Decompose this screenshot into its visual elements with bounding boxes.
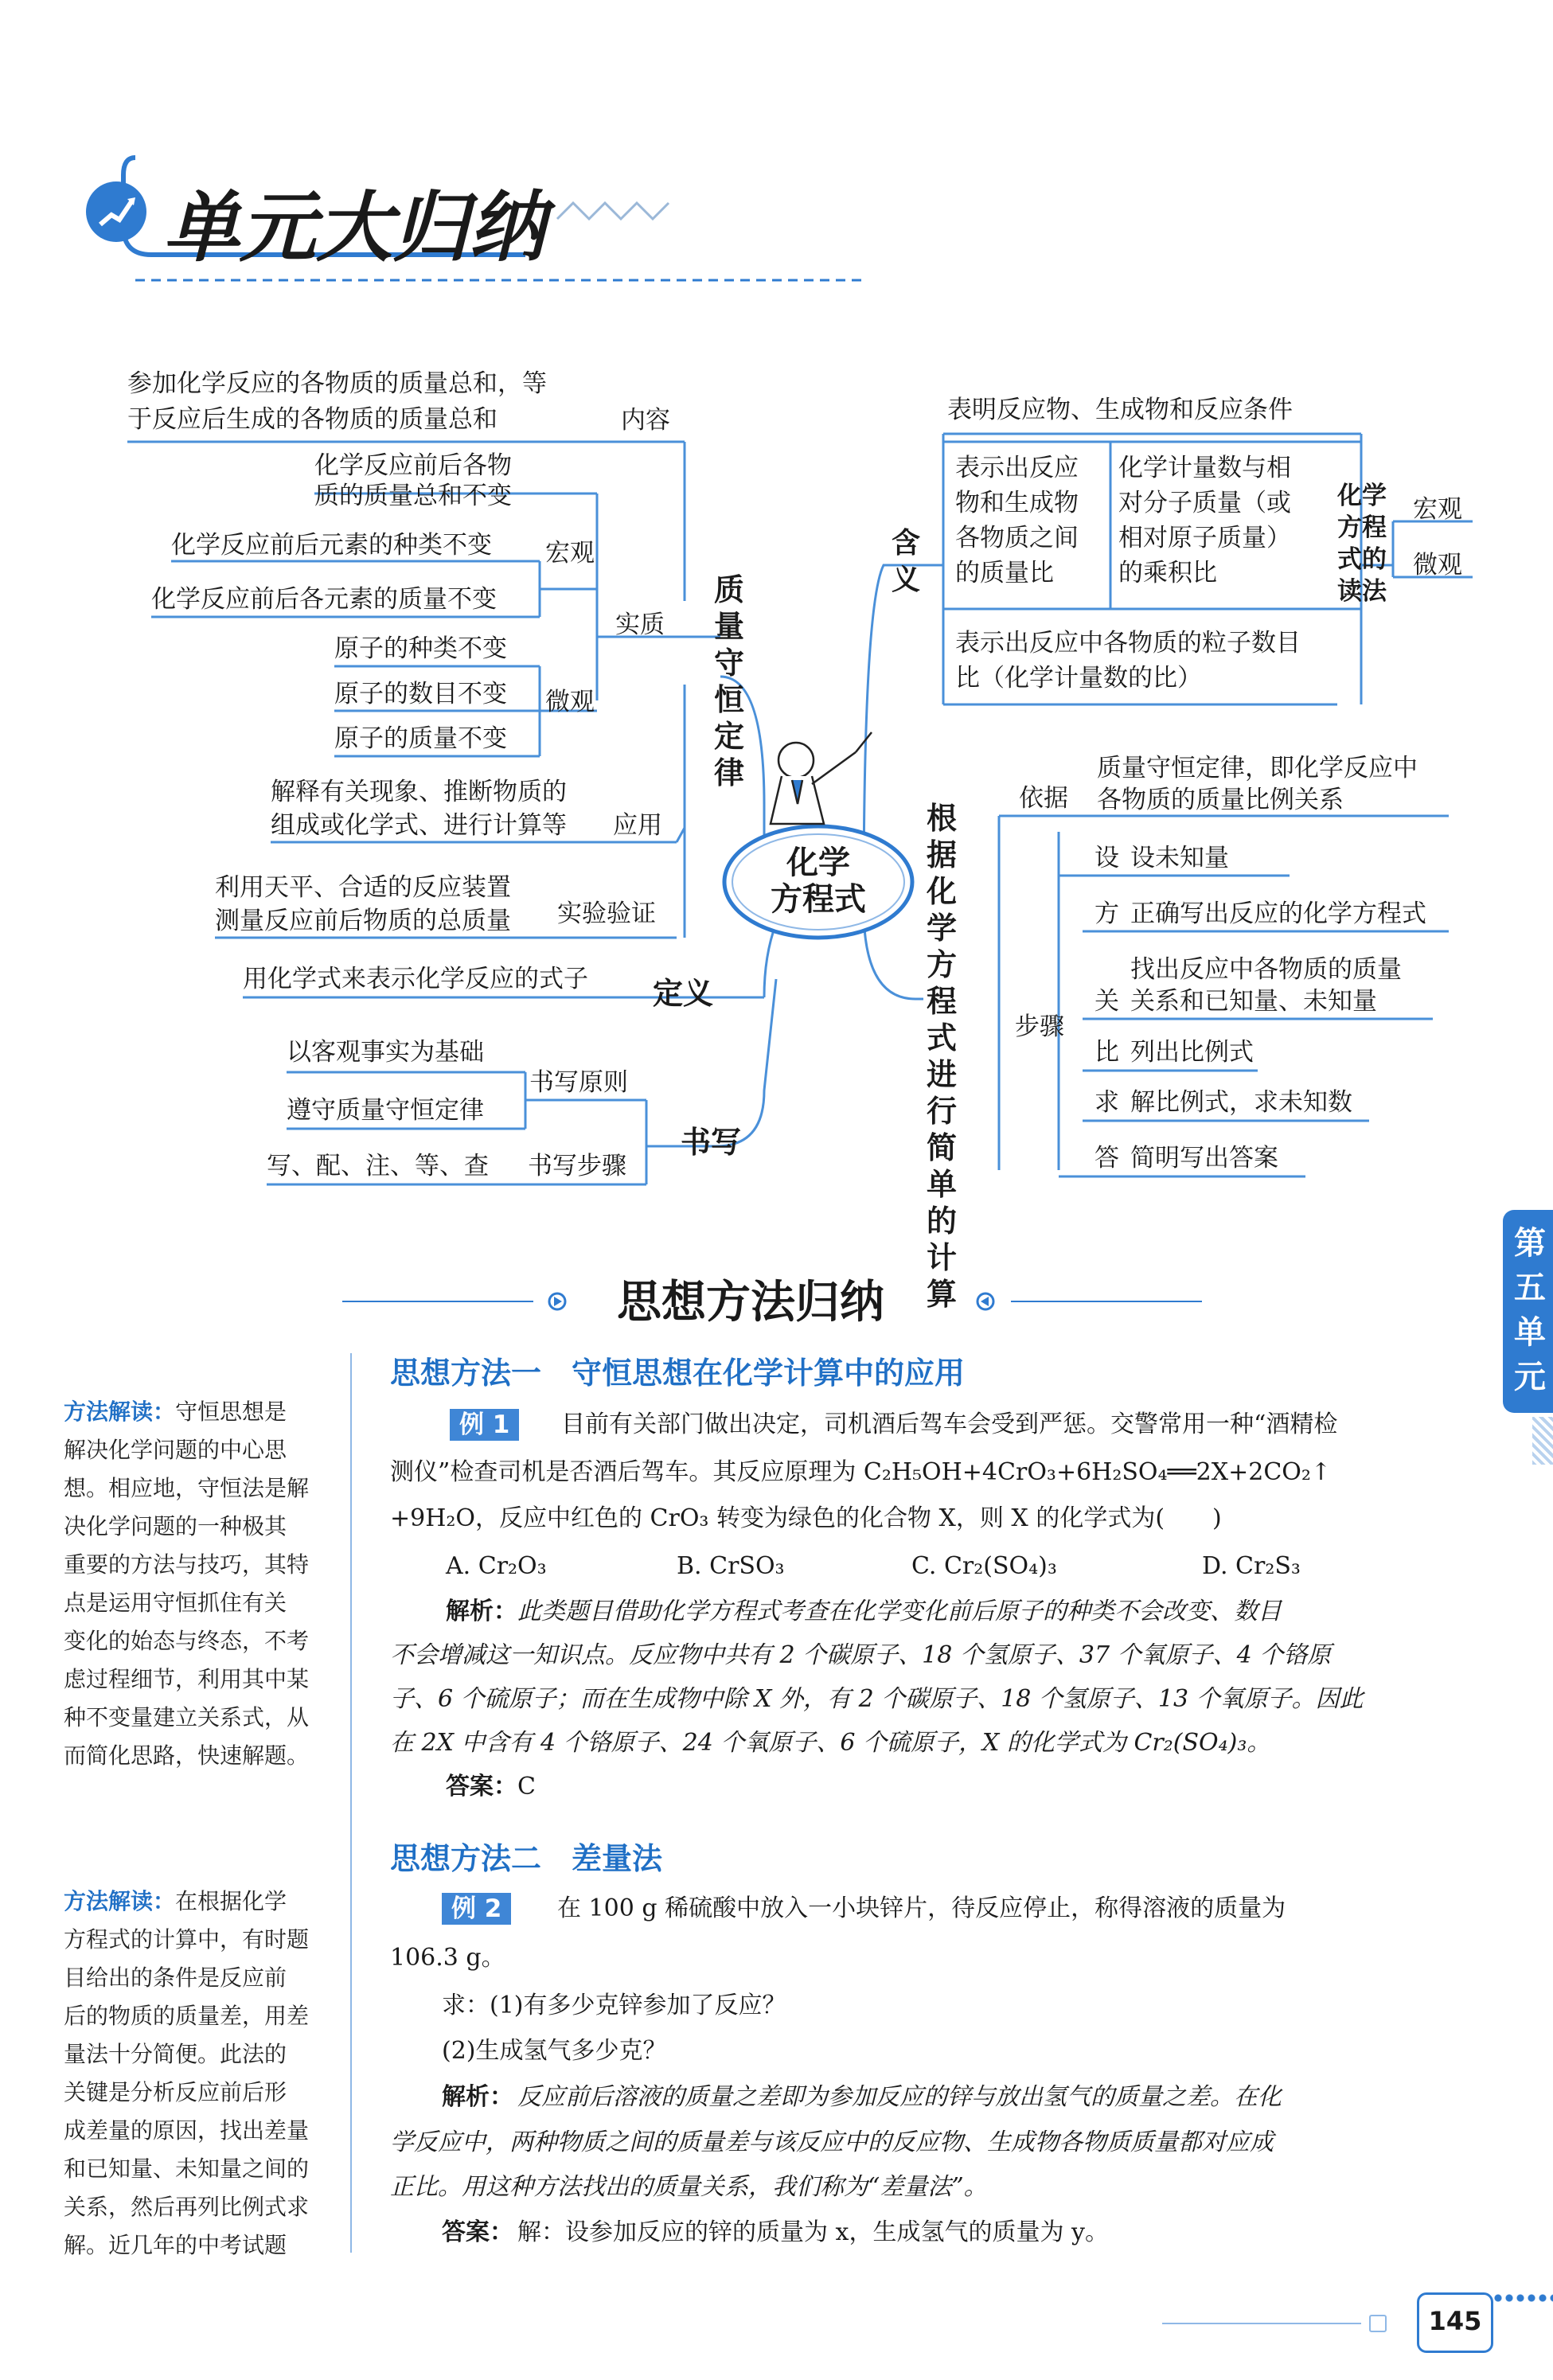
- calc-steps-label: 步骤: [1015, 1012, 1064, 1041]
- example2-tag: 例 2: [442, 1893, 511, 1925]
- principle-label: 书写原则: [529, 1068, 628, 1097]
- writing-label: 书写: [681, 1125, 742, 1160]
- example1-option-d: D. Cr₂S₃: [1202, 1552, 1301, 1580]
- micro-item-1: 原子的种类不变: [334, 634, 507, 663]
- basis-text-1: 质量守恒定律，即化学反应中: [1097, 754, 1418, 782]
- step-key-1: 设: [1095, 844, 1119, 872]
- definition-label: 定义: [653, 976, 714, 1011]
- tab-hatch: [1532, 1417, 1553, 1465]
- method1-sidebar: [64, 1393, 326, 1775]
- method2-side-line-5: 量法十分简便。此法的: [64, 2041, 287, 2067]
- footer-square: [1369, 2315, 1387, 2332]
- method2-sidebar: [64, 1883, 326, 2265]
- reading-label-2: 方程: [1337, 513, 1387, 542]
- method1-side-line-8: 虑过程细节，利用其中某: [64, 1666, 310, 1692]
- example2-sub-2: (2)生成氢气多少克？: [442, 2037, 667, 2065]
- example1-tag: 例 1: [450, 1409, 519, 1441]
- micro-item-2: 原子的数目不变: [334, 680, 507, 708]
- meaning-item-3-1: 表示出反应中各物质的粒子数目: [955, 629, 1301, 657]
- reading-macro: 宏观: [1413, 495, 1462, 524]
- essence-top-1: 化学反应前后各物: [314, 451, 512, 480]
- example2-answer: 解：设参加反应的锌的质量为 x，生成氢气的质量为 y。: [517, 2218, 1109, 2246]
- step-text-6: 简明写出答案: [1130, 1144, 1278, 1172]
- step-key-4: 比: [1095, 1038, 1119, 1067]
- macro-label: 宏观: [545, 539, 595, 568]
- box-right-1: 化学计量数与相: [1118, 454, 1291, 482]
- example1-option-a: A. Cr₂O₃: [446, 1552, 547, 1580]
- method1-side-line-10: 而简化思路，快速解题。: [64, 1742, 310, 1769]
- footer-line: [1162, 2323, 1361, 2324]
- essence-label: 实质: [615, 611, 665, 639]
- page-title: 单元大归纳: [163, 183, 545, 272]
- essence-top-2: 质的质量总和不变: [314, 482, 512, 510]
- method2-side-line-3: 目给出的条件是反应前: [64, 1964, 287, 1991]
- reading-label-4: 读法: [1337, 577, 1387, 606]
- example2-question-1: 在 100 g 稀硫酸中放入一小块锌片，待反应停止，称得溶液的质量为: [557, 1894, 1286, 1922]
- experiment-text-1: 利用天平、合适的反应装置: [215, 873, 511, 902]
- writing-steps-label: 书写步骤: [528, 1152, 626, 1180]
- step-text-3b: 关系和已知量、未知量: [1130, 987, 1377, 1016]
- example2-answer-label: 答案：: [442, 2218, 513, 2246]
- center-label-2: 方程式: [771, 881, 866, 918]
- method1-side-line-1: 守恒思想是: [175, 1399, 287, 1425]
- step-text-1: 设未知量: [1130, 844, 1229, 872]
- example1-question-1: 目前有关部门做出决定，司机酒后驾车会受到严惩。交警常用一种“酒精检: [561, 1410, 1338, 1438]
- box-right-4: 的乘积比: [1118, 559, 1217, 587]
- step-text-2: 正确写出反应的化学方程式: [1130, 899, 1426, 928]
- example2-analysis-label: 解析：: [442, 2083, 513, 2111]
- method2-side-line-9: 关系，然后再列比例式求: [64, 2194, 310, 2220]
- reading-micro: 微观: [1413, 551, 1462, 579]
- example2-question-2: 106.3 g。: [390, 1944, 505, 1972]
- principle-item-2: 遵守质量守恒定律: [287, 1096, 484, 1125]
- macro-item-1: 化学反应前后元素的种类不变: [171, 531, 492, 560]
- application-text-2: 组成或化学式、进行计算等: [271, 811, 567, 840]
- page-number: 145: [1417, 2292, 1493, 2353]
- content-label: 内容: [621, 406, 670, 435]
- method2-heading: 思想方法二 差量法: [390, 1841, 663, 1876]
- experiment-text-2: 测量反应前后物质的总质量: [215, 907, 511, 935]
- macro-item-2: 化学反应前后各元素的质量不变: [151, 585, 497, 614]
- box-left-1: 表示出反应: [955, 454, 1079, 482]
- application-label: 应用: [613, 811, 662, 840]
- meaning-item-1: 表明反应物、生成物和反应条件: [947, 396, 1293, 424]
- step-key-2: 方: [1095, 899, 1119, 928]
- example1-answer: C: [517, 1773, 536, 1801]
- box-right-3: 相对原子质量）: [1118, 524, 1291, 552]
- application-text-1: 解释有关现象、推断物质的: [271, 778, 567, 806]
- meaning-label: 含义: [891, 527, 920, 596]
- method1-side-line-5: 重要的方法与技巧，其特: [64, 1551, 310, 1578]
- example2-analysis-2: 学反应中，两种物质之间的质量差与该反应中的反应物、生成物各物质质量都对应成: [390, 2128, 1274, 2156]
- example1-answer-label: 答案：: [446, 1773, 517, 1801]
- box-left-4: 的质量比: [955, 559, 1054, 587]
- step-text-5: 解比例式，求未知数: [1130, 1088, 1352, 1117]
- example2-analysis-3: 正比。用这种方法找出的质量关系，我们称为“差量法”。: [390, 2173, 988, 2201]
- calc-label: 根据化学方程式进行简单的计算: [926, 801, 957, 1312]
- method1-side-line-7: 变化的始态与终态，不考: [64, 1628, 310, 1654]
- center-label-1: 化学: [786, 845, 850, 881]
- method2-side-line-10: 解。近几年的中考试题: [64, 2232, 287, 2258]
- experiment-label: 实验验证: [557, 899, 656, 928]
- example1-option-b: B. CrSO₃: [677, 1552, 785, 1580]
- steps-text: 写、配、注、等、查: [267, 1152, 489, 1180]
- example1-analysis-3: 子、6 个硫原子；而在生成物中除 X 外，有 2 个碳原子、18 个氢原子、13 个氧原子。因此: [390, 1685, 1364, 1713]
- law-label: 质量守恒定律: [713, 572, 744, 790]
- example1-analysis-2: 不会增减这一知识点。反应物中共有 2 个碳原子、18 个氢原子、37 个氧原子、4 个铬原: [390, 1641, 1332, 1669]
- example2-sub-1: 求：(1)有多少克锌参加了反应？: [442, 1992, 786, 2019]
- example1-analysis-1: 此类题目借助化学方程式考查在化学变化前后原子的种类不会改变、数目: [517, 1598, 1282, 1625]
- method1-side-line-3: 想。相应地，守恒法是解: [64, 1475, 310, 1501]
- meaning-item-3-2: 比（化学计量数的比）: [955, 664, 1202, 693]
- example1-question-2: 测仪”检查司机是否酒后驾车。其反应原理为 C₂H₅OH+4CrO₃+6H₂SO₄══2X+2CO₂↑: [390, 1458, 1332, 1486]
- method2-side-line-1: 在根据化学: [175, 1888, 287, 1914]
- method1-heading: 思想方法一 守恒思想在化学计算中的应用: [390, 1356, 966, 1391]
- example2-analysis-1: 反应前后溶液的质量之差即为参加反应的锌与放出氢气的质量之差。在化: [517, 2083, 1282, 2111]
- micro-item-3: 原子的质量不变: [334, 724, 507, 753]
- basis-label: 依据: [1019, 784, 1068, 813]
- step-key-5: 求: [1095, 1088, 1119, 1117]
- content-text-1: 参加化学反应的各物质的质量总和，等: [127, 369, 547, 398]
- box-right-2: 对分子质量（或: [1118, 489, 1291, 517]
- method1-side-line-2: 解决化学问题的中心思: [64, 1437, 287, 1463]
- step-text-4: 列出比例式: [1130, 1038, 1254, 1067]
- micro-label: 微观: [545, 688, 595, 716]
- content-text-2: 于反应后生成的各物质的质量总和: [127, 405, 498, 434]
- step-key-3: 关: [1095, 987, 1119, 1016]
- method2-side-line-4: 后的物质的质量差，用差: [64, 2003, 310, 2029]
- method1-side-line-9: 种不变量建立关系式，从: [64, 1704, 310, 1730]
- method2-side-line-2: 方程式的计算中，有时题: [64, 1926, 310, 1953]
- definition-text: 用化学式来表示化学反应的式子: [243, 965, 588, 993]
- chapter-tab-label: 第五单元: [1514, 1225, 1546, 1395]
- box-left-2: 物和生成物: [955, 489, 1079, 517]
- method2-side-label: 方法解读：: [64, 1888, 176, 1914]
- example1-analysis-label: 解析：: [446, 1598, 517, 1625]
- box-left-3: 各物质之间: [955, 524, 1079, 552]
- reading-label-3: 式的: [1337, 545, 1387, 574]
- method2-side-line-8: 和已知量、未知量之间的: [64, 2156, 310, 2182]
- example1-option-c: C. Cr₂(SO₄)₃: [911, 1552, 1057, 1580]
- methods-title: 思想方法归纳: [617, 1277, 884, 1329]
- method1-side-label: 方法解读：: [64, 1399, 176, 1425]
- basis-text-2: 各物质的质量比例关系: [1097, 786, 1344, 814]
- method2-side-line-7: 成差量的原因，找出差量: [64, 2117, 310, 2144]
- step-key-6: 答: [1095, 1144, 1119, 1172]
- chapter-tab: [1503, 1210, 1553, 1413]
- column-divider: [350, 1353, 352, 2253]
- example1-question-3: +9H₂O，反应中红色的 CrO₃ 转变为绿色的化合物 X，则 X 的化学式为( ): [390, 1504, 1222, 1532]
- principle-item-1: 以客观事实为基础: [287, 1038, 484, 1067]
- step-text-3: 找出反应中各物质的质量: [1130, 955, 1402, 984]
- example1-analysis-4: 在 2X 中含有 4 个铬原子、24 个氧原子、6 个硫原子，X 的化学式为 Cr₂(SO₄)₃。: [390, 1729, 1271, 1757]
- reading-label-1: 化学: [1337, 482, 1387, 510]
- method2-side-line-6: 关键是分析反应前后形: [64, 2079, 287, 2105]
- footer-dots: [1493, 2292, 1553, 2304]
- method1-side-line-4: 决化学问题的一种极其: [64, 1513, 287, 1539]
- method1-side-line-6: 点是运用守恒抓住有关: [64, 1590, 287, 1616]
- teacher-figure: [771, 732, 872, 824]
